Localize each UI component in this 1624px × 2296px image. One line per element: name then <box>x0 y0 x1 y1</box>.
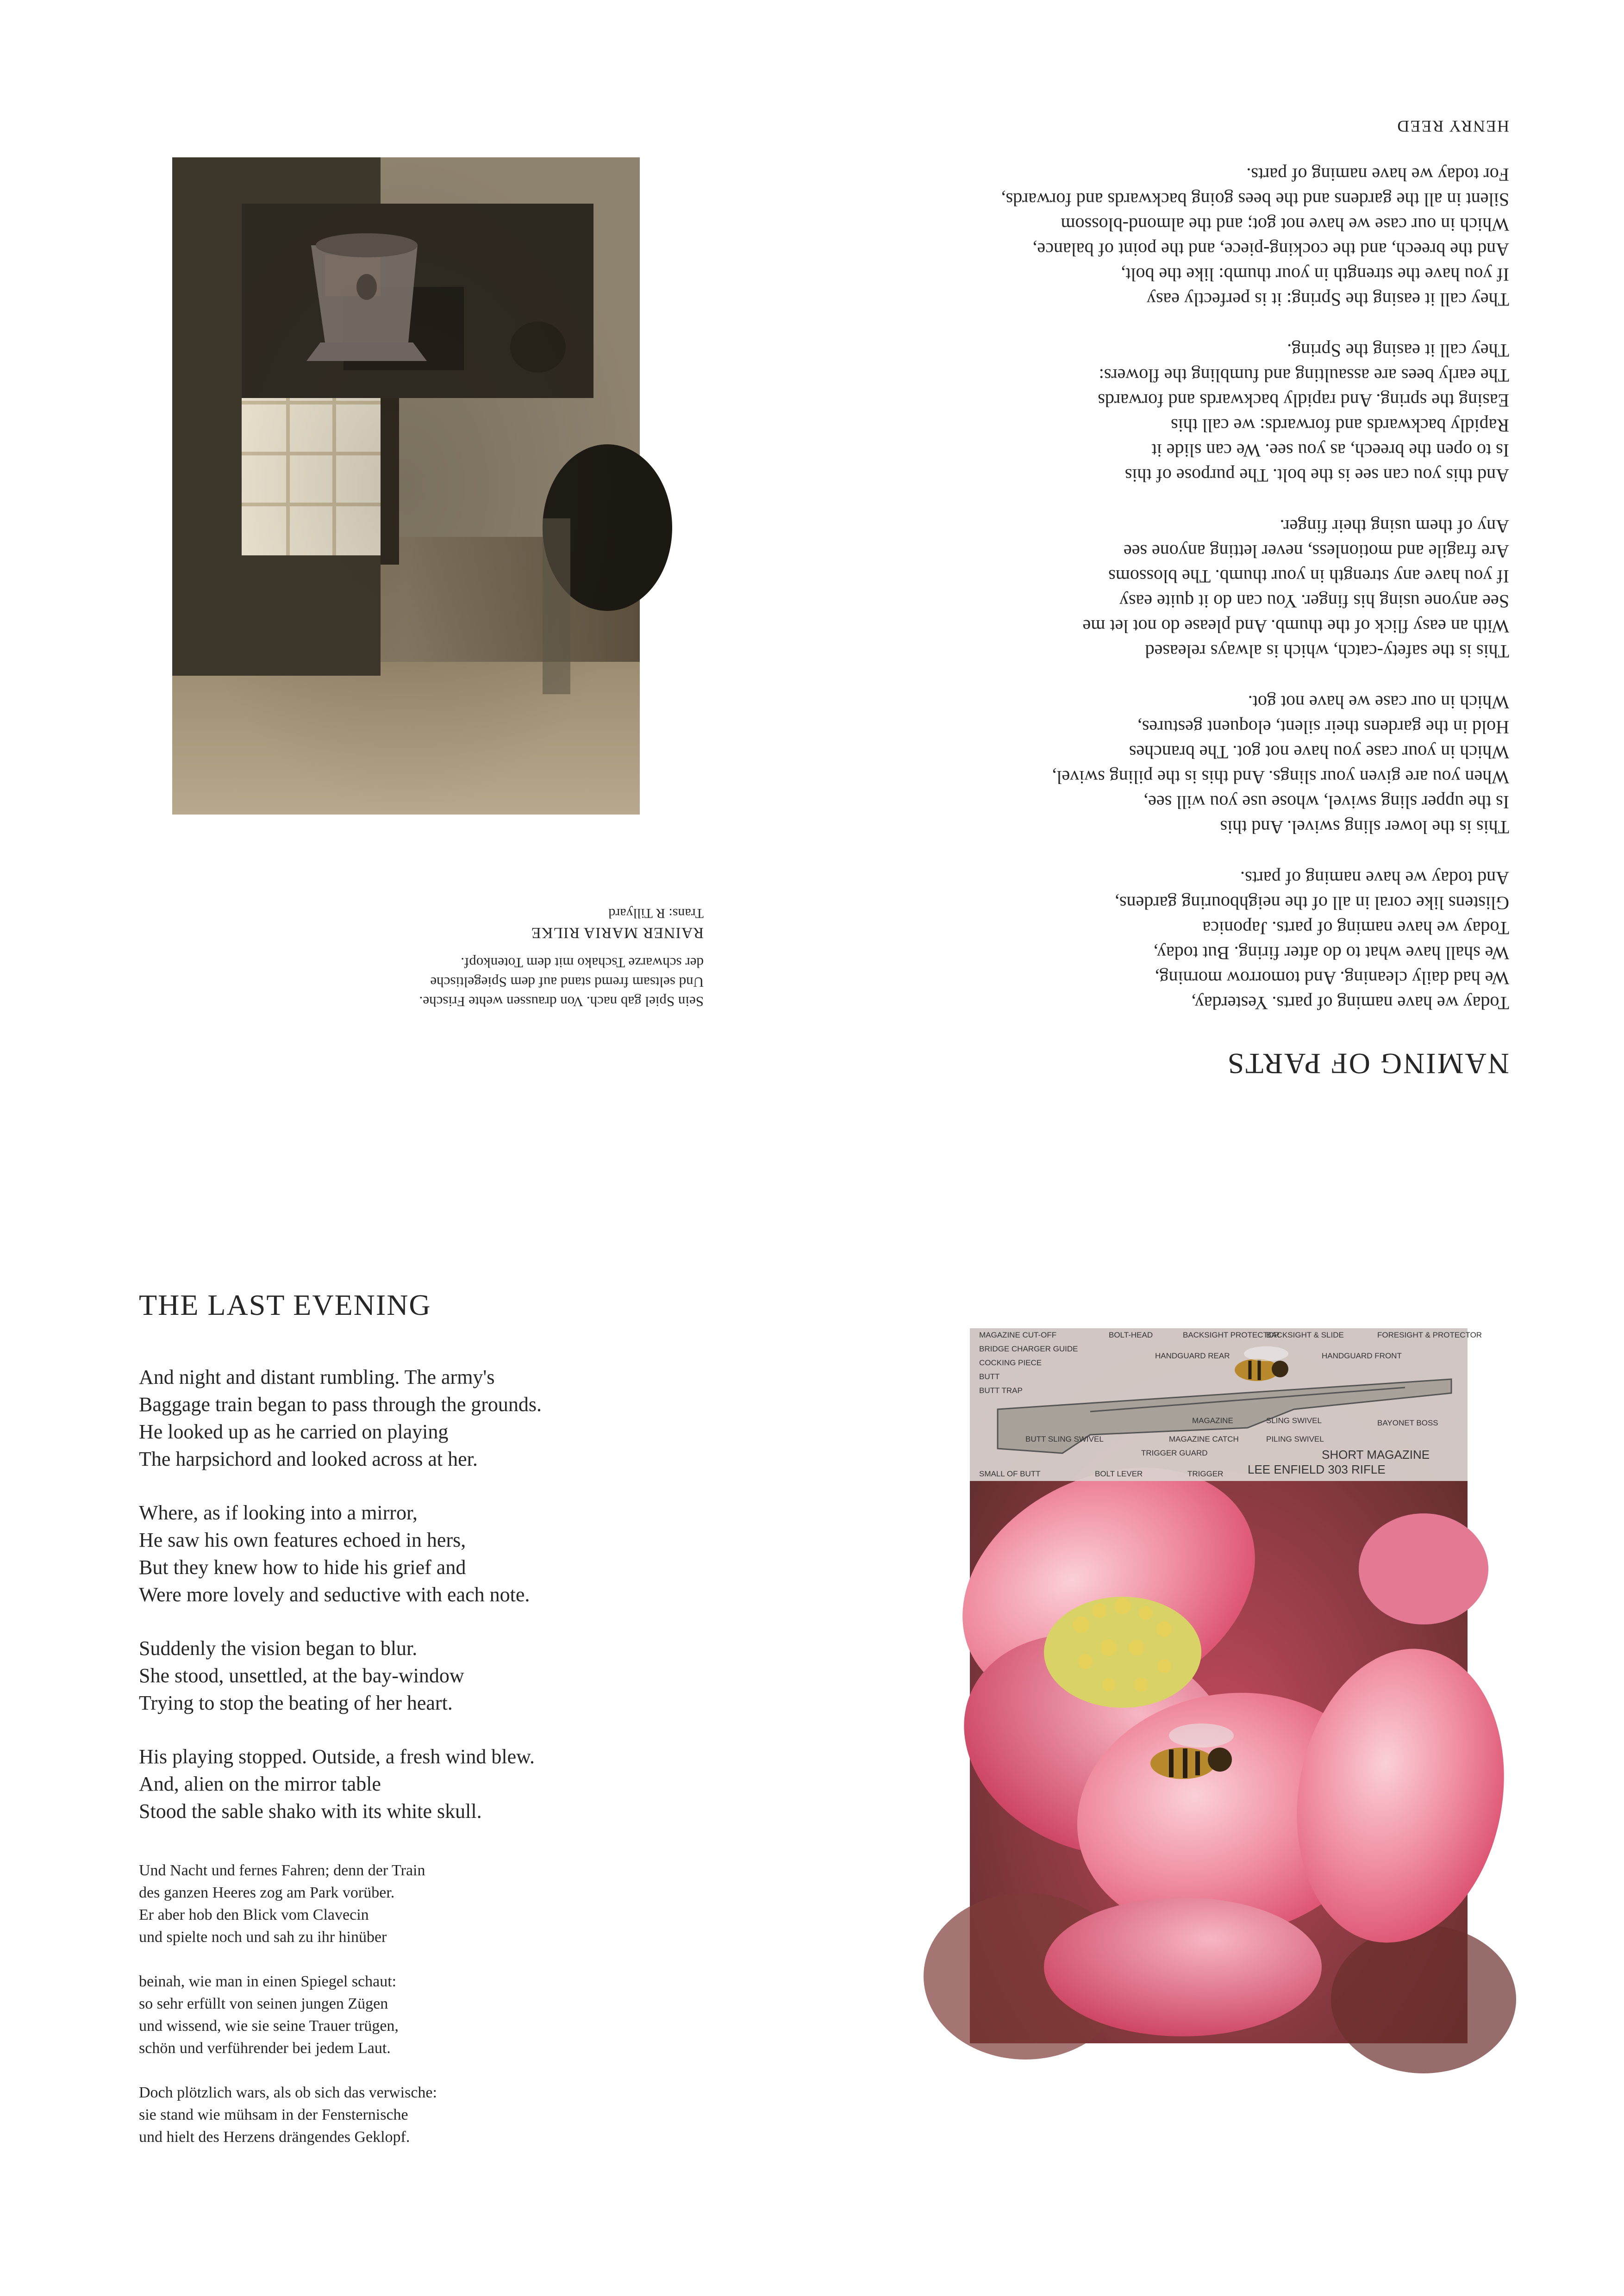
painting-svg <box>172 157 640 815</box>
naming-of-parts-poem <box>907 83 1509 1078</box>
stanza <box>139 1860 602 1948</box>
poem-line: Suddenly the vision began to blur. <box>139 1637 418 1660</box>
poem-line: With an easy flick of the thumb. And please do not let me <box>1082 616 1509 637</box>
poem-line: Silent in all the gardens and the bees going backwards and forwards, <box>1001 189 1509 210</box>
poem-line: Are fragile and motionless, never letting anyone see <box>1123 541 1509 562</box>
rilke-line: Und seltsam fremd stand auf dem Spiegeltische <box>430 974 704 990</box>
poem-line: They call it easing the Spring: it is perfectly easy <box>1146 289 1509 310</box>
german-line: und wissend, wie sie seine Trauer trügen, <box>139 2017 399 2035</box>
rifle-part-label: MAGAZINE CATCH <box>1169 1435 1239 1444</box>
stanza <box>139 1971 602 2060</box>
poem-line: They call it easing the Spring. <box>1287 340 1509 361</box>
german-line: Doch plötzlich wars, als ob sich das verwische: <box>139 2084 437 2101</box>
poem-line: Easing the spring. And rapidly backwards and forwards <box>1098 390 1509 411</box>
poem-line: We shall have what to do after firing. But today, <box>1153 943 1509 964</box>
poem-line: Stood the sable shako with its white skull. <box>139 1800 482 1823</box>
german-line: Er aber hob den Blick vom Clavecin <box>139 1906 369 1923</box>
poem-line: But they knew how to hide his grief and <box>139 1556 466 1579</box>
poem-line: If you have any strength in your thumb. The blossoms <box>1108 566 1509 587</box>
poem-line: When you are given your slings. And this is the piling swivel, <box>1052 767 1509 788</box>
german-line: schön und verführender bei jedem Laut. <box>139 2040 391 2057</box>
stanza <box>907 338 1509 488</box>
last-evening-title: THE LAST EVENING <box>139 1288 431 1321</box>
rilke-fragment <box>296 877 704 1011</box>
rifle-part-label: SMALL OF BUTT <box>979 1469 1041 1478</box>
poem-line: The harpsichord and looked across at her. <box>139 1448 478 1470</box>
rifle-part-label: FORESIGHT & PROTECTOR <box>1377 1331 1482 1339</box>
stanza <box>907 162 1509 312</box>
poem-line: Which in our case we have not got. <box>1248 692 1509 713</box>
rilke-line: Sein Spiel gab nach. Von draussen wehte Frische. <box>419 994 704 1010</box>
german-line: beinah, wie man in einen Spiegel schaut: <box>139 1973 397 1990</box>
poem-line: This is the lower sling swivel. And this <box>1220 817 1509 838</box>
poem-line: Is to open the breech, as you see. We can slide it <box>1151 440 1509 461</box>
collage-svg <box>970 1328 1482 2043</box>
poem-line: She stood, unsettled, at the bay-window <box>139 1664 464 1687</box>
rifle-part-label: HANDGUARD FRONT <box>1322 1351 1402 1360</box>
rifle-part-label: MAGAZINE <box>1192 1416 1233 1425</box>
german-original-poem <box>139 1860 602 2171</box>
rifle-part-label: PILING SWIVEL <box>1266 1435 1324 1444</box>
poem-line: Hold in the gardens their silent, eloquent gestures, <box>1137 717 1509 738</box>
german-line: sie stand wie mühsam in der Fensternische <box>139 2106 408 2123</box>
poem-line: The early bees are assaulting and fumbling the flowers: <box>1099 365 1509 386</box>
poem-line: If you have the strength in your thumb: like the bolt, <box>1121 264 1509 285</box>
rilke-author: RAINER MARIA RILKE <box>531 924 704 941</box>
rilke-fragment-lines <box>296 953 704 1011</box>
rifle-part-label: SLING SWIVEL <box>1266 1416 1322 1425</box>
poem-stanzas <box>907 162 1509 1015</box>
poem-line: Were more lovely and seductive with each note. <box>139 1583 530 1606</box>
poem-line: His playing stopped. Outside, a fresh wind blew. <box>139 1745 535 1768</box>
poem-title: NAMING OF PARTS <box>1226 1047 1509 1080</box>
stanza <box>139 1363 718 1473</box>
poem-line: And night and distant rumbling. The army's <box>139 1366 495 1388</box>
rifle-part-label: BRIDGE CHARGER GUIDE <box>979 1344 1078 1353</box>
poem-line: And this you can see is the bolt. The purpose of this <box>1124 465 1509 486</box>
poem-line: For today we have naming of parts. <box>1246 164 1509 185</box>
poem-line: We had daily cleaning. And tomorrow morning, <box>1155 968 1509 989</box>
rilke-line: der schwarze Tschako mit dem Totenkopf. <box>461 955 704 971</box>
german-line: und spielte noch und sah zu ihr hinüber <box>139 1929 387 1946</box>
poem-author: HENRY REED <box>1396 117 1509 136</box>
rifle-part-label: BUTT TRAP <box>979 1386 1023 1395</box>
stanza <box>907 514 1509 664</box>
stanza <box>907 865 1509 1015</box>
stanza <box>139 1499 718 1608</box>
translator-credit: Trans: R Tillyard <box>608 906 704 921</box>
poem-line: Rapidly backwards and forwards: we call this <box>1171 415 1509 436</box>
poem-line: Is the upper sling swivel, whose use you will see, <box>1143 792 1509 813</box>
poem-line: See anyone using his finger. You can do it quite easy <box>1119 591 1509 612</box>
rifle-caption-line1: SHORT MAGAZINE <box>1322 1448 1430 1462</box>
german-line: so sehr erfüllt von seinen jungen Zügen <box>139 1995 388 2012</box>
poem-line: Trying to stop the beating of her heart. <box>139 1692 453 1714</box>
german-line: Und Nacht und fernes Fahren; denn der Train <box>139 1862 425 1879</box>
last-evening-poem <box>139 1363 718 1851</box>
rifle-caption-line2: LEE ENFIELD 303 RIFLE <box>1248 1462 1386 1476</box>
interior-painting-image <box>172 157 640 815</box>
poem-line: Where, as if looking into a mirror, <box>139 1501 418 1524</box>
poem-line: He looked up as he carried on playing <box>139 1420 449 1443</box>
rifle-part-label: HANDGUARD REAR <box>1155 1351 1230 1360</box>
poem-line: Today we have naming of parts. Yesterday, <box>1191 993 1509 1014</box>
poem-line: Today we have naming of parts. Japonica <box>1202 918 1509 939</box>
rifle-part-label: BUTT <box>979 1372 1000 1381</box>
poem-line: Any of them using their finger. <box>1280 516 1509 537</box>
stanza <box>907 690 1509 840</box>
german-line: und hielt des Herzens drängendes Geklopf. <box>139 2128 410 2146</box>
poem-line: And the breech, and the cocking-piece, and the point of balance, <box>1032 239 1509 260</box>
rifle-part-label: BUTT SLING SWIVEL <box>1025 1435 1104 1444</box>
poem-line: Which in your case you have not got. The branches <box>1129 742 1509 763</box>
stanza <box>139 2082 602 2148</box>
poem-line: Glistens like coral in all of the neighbouring gardens, <box>1114 893 1509 914</box>
rifle-part-label: COCKING PIECE <box>979 1358 1042 1367</box>
rifle-part-label: TRIGGER GUARD <box>1141 1449 1208 1457</box>
poem-line: This is the safety-catch, which is always released <box>1145 641 1509 662</box>
rifle-part-label: BAYONET BOSS <box>1377 1419 1438 1427</box>
rifle-part-label: BOLT-HEAD <box>1109 1331 1153 1339</box>
german-line: des ganzen Heeres zog am Park vorüber. <box>139 1884 395 1901</box>
poem-line: And, alien on the mirror table <box>139 1773 381 1795</box>
rifle-part-label: BOLT LEVER <box>1095 1469 1143 1478</box>
poem-line: Baggage train began to pass through the grounds. <box>139 1393 542 1416</box>
stanza <box>139 1635 718 1717</box>
rifle-part-label: MAGAZINE CUT-OFF <box>979 1331 1057 1339</box>
poem-line: He saw his own features echoed in hers, <box>139 1529 466 1551</box>
rifle-part-label: TRIGGER <box>1187 1469 1224 1478</box>
poem-line: Which in our case we have not got; and the almond-blossom <box>1061 214 1509 235</box>
rifle-part-label: BACKSIGHT & SLIDE <box>1266 1331 1344 1339</box>
flower-rifle-collage-image <box>970 1328 1482 2043</box>
poem-line: And today we have naming of parts. <box>1240 868 1509 889</box>
rifle-part-label: BACKSIGHT PROTECTOR <box>1183 1331 1280 1339</box>
stanza <box>139 1743 718 1825</box>
